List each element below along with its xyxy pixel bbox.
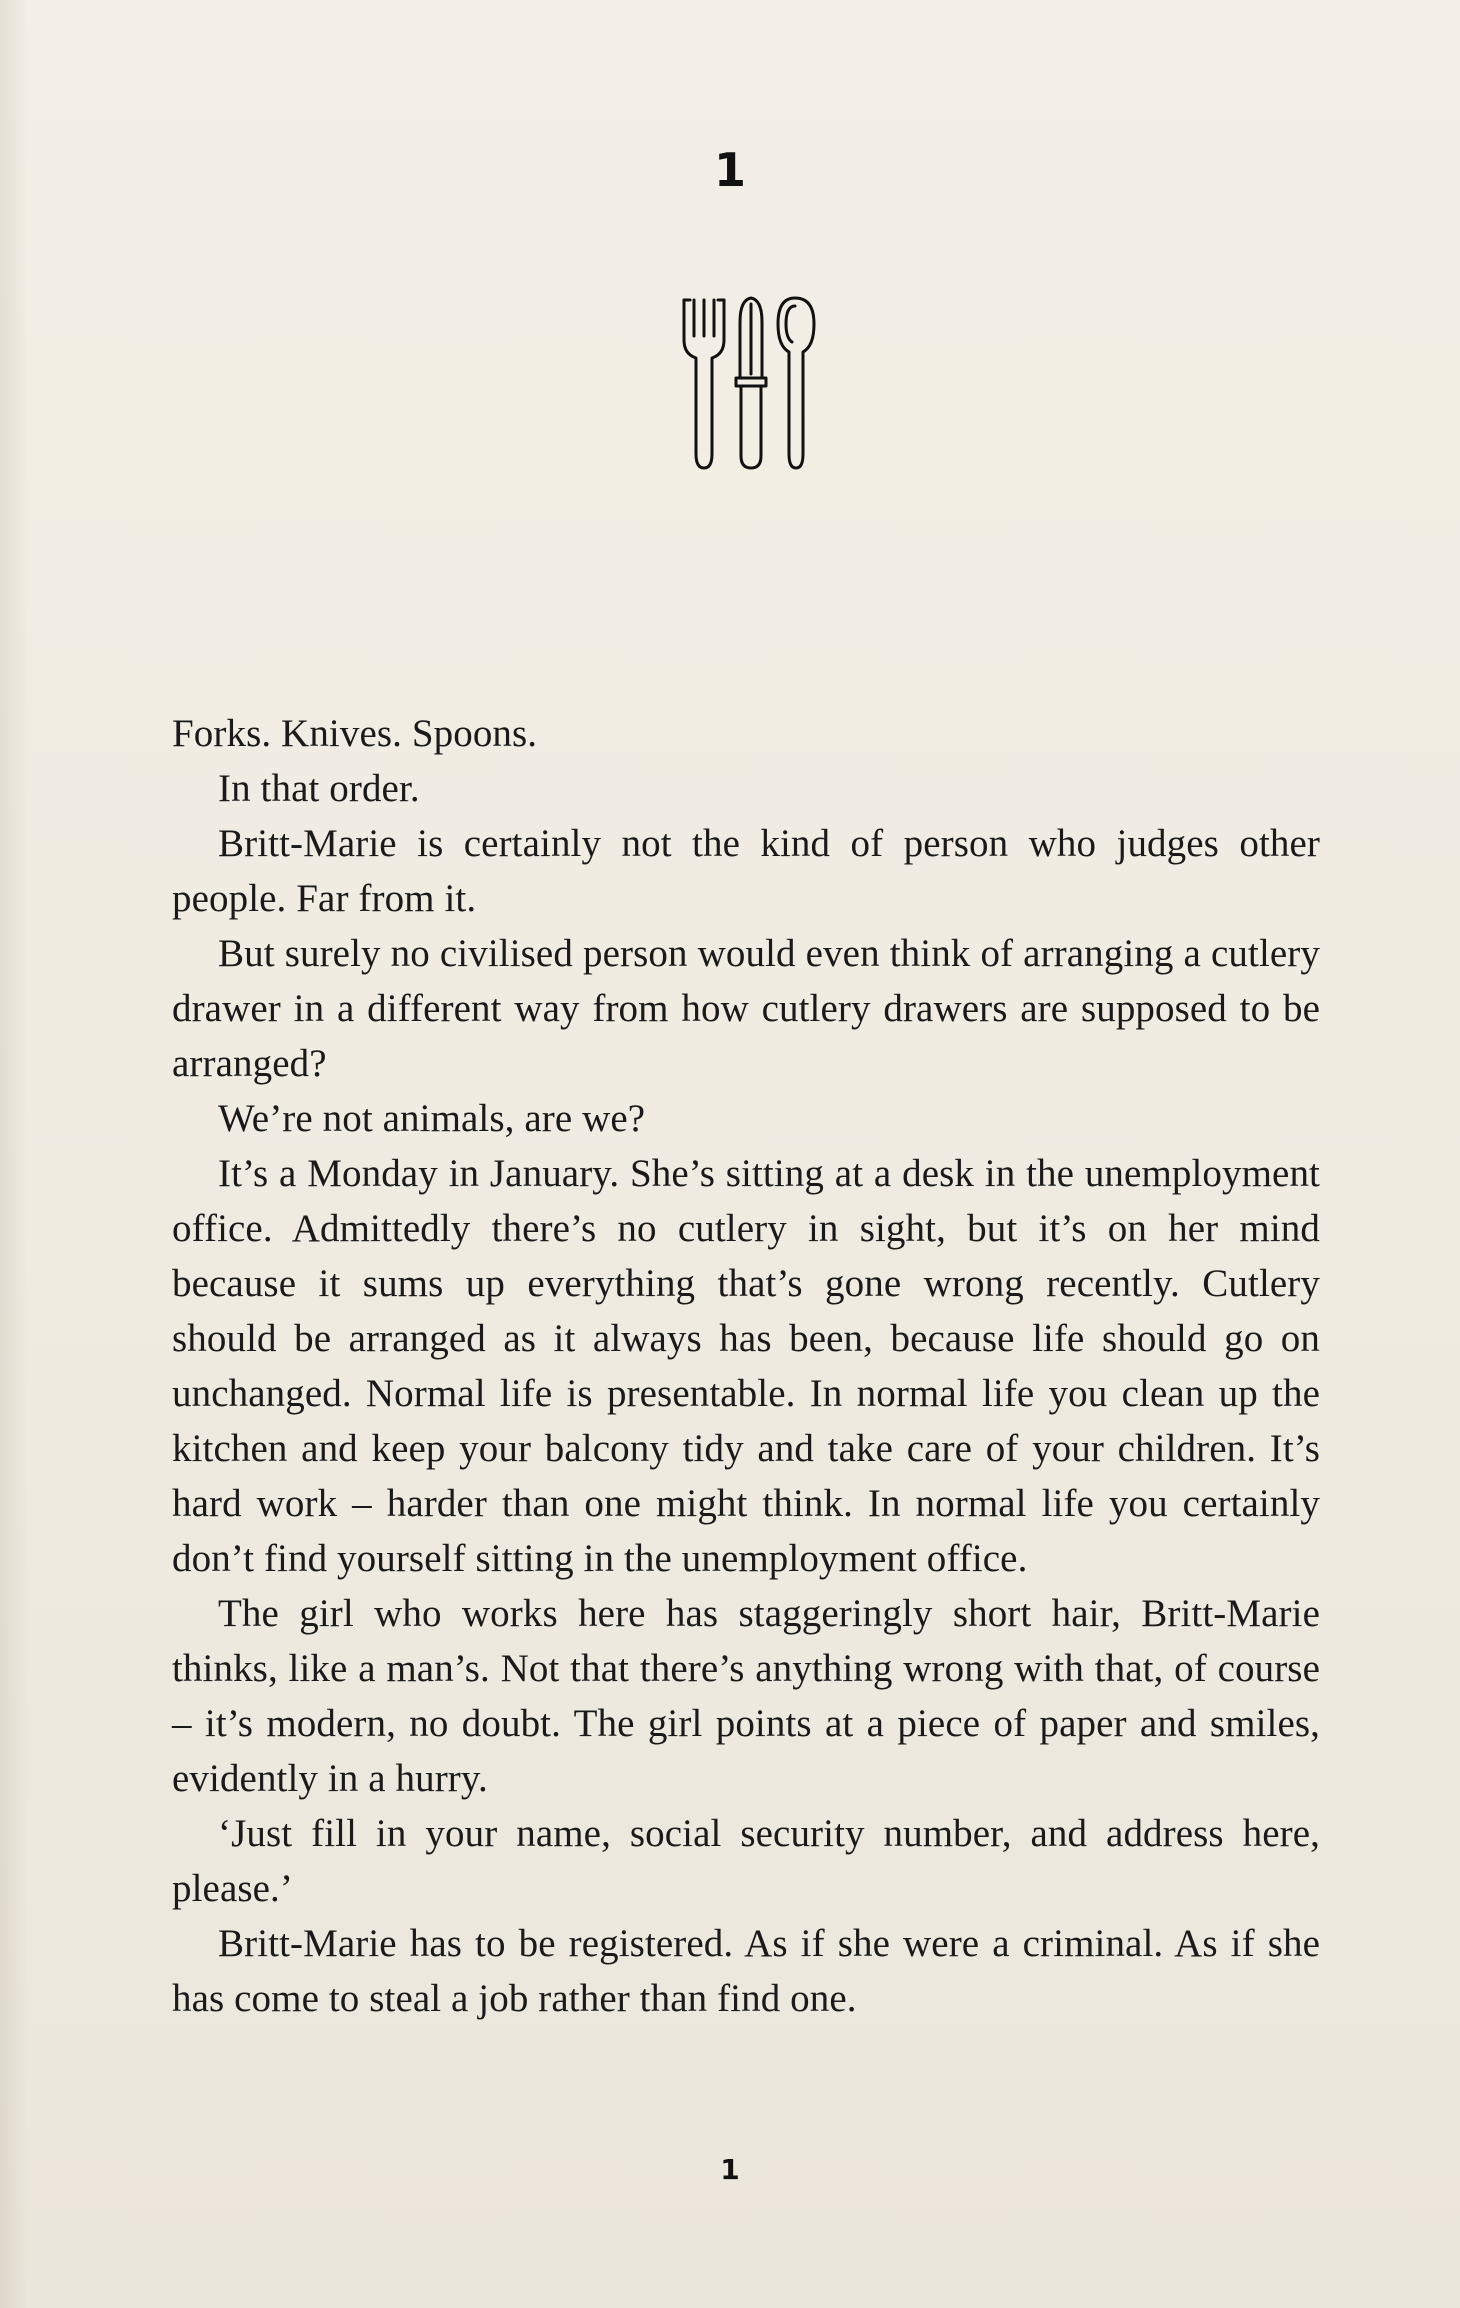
knife-icon: [736, 298, 766, 468]
paragraph: Britt-Marie has to be registered. As if she were a criminal. As if she has come to steal a job rather than find one.: [172, 1922, 1320, 2020]
paragraph: Forks. Knives. Spoons.: [172, 712, 538, 755]
spoon-icon: [778, 298, 814, 468]
paragraph: The girl who works here has staggeringly short hair, Britt-Marie thinks, like a man’s. Not that there’s anything wrong with that, of course – it’s modern, no doubt. The girl points at a piece of paper and smiles, evidently in a hurry.: [172, 1592, 1320, 1800]
paragraph: Britt-Marie is certainly not the kind of person who judges other people. Far from it.: [172, 822, 1320, 920]
chapter-number: 1: [713, 143, 746, 197]
paragraph: In that order.: [218, 767, 420, 810]
paragraph: We’re not animals, are we?: [218, 1097, 646, 1140]
spine-shadow: [0, 0, 28, 2308]
paragraph: But surely no civilised person would even think of arranging a cutlery drawer in a different way from how cutlery drawers are supposed to be arranged?: [172, 932, 1320, 1085]
paragraph: It’s a Monday in January. She’s sitting at a desk in the unemployment office. Admittedly there’s no cutlery in sight, but it’s on her mind because it sums up everything that’s gone wrong recently. Cutlery should be arranged as it always has been, because life should go on unchanged. Normal life is presentable. In normal life you clean up the kitchen and keep your balcony tidy and take care of your children. It’s hard work – harder than one might think. In normal life you certainly don’t find yourself sitting in the unemployment office.: [172, 1152, 1320, 1580]
paragraph: ‘Just fill in your name, social security number, and address here, please.’: [172, 1812, 1320, 1910]
body-text: [172, 706, 1320, 2026]
page-number: 1: [720, 2153, 740, 2186]
cutlery-icon: [678, 292, 818, 472]
fork-icon: [684, 300, 724, 468]
